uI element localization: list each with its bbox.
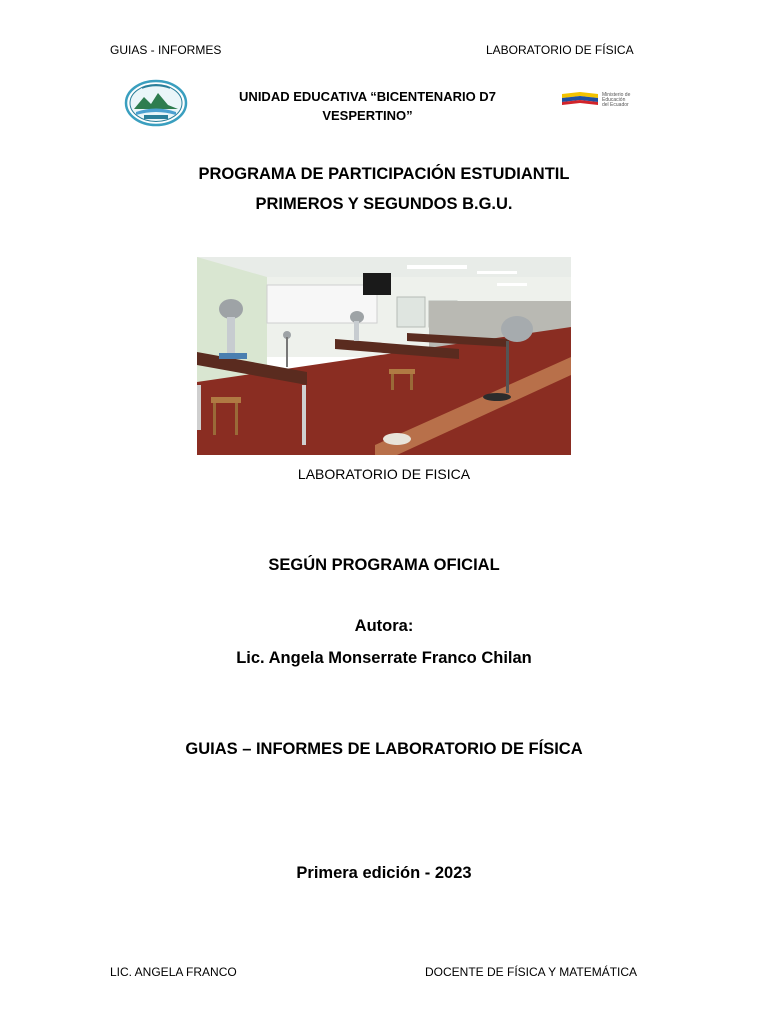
header-right: LABORATORIO DE FÍSICA <box>486 43 634 57</box>
ministry-logo-line-2: Educación <box>602 97 626 103</box>
header-left: GUIAS - INFORMES <box>110 43 222 57</box>
institution-line-2: VESPERTINO” <box>322 108 413 123</box>
author-name: Lic. Angela Monserrate Franco Chilan <box>236 649 532 667</box>
program-title: PROGRAMA DE PARTICIPACIÓN ESTUDIANTIL <box>198 165 570 183</box>
author-label: Autora: <box>354 617 414 635</box>
institution-name <box>210 87 525 125</box>
ministry-logo-line-3: del Ecuador <box>602 102 629 108</box>
institution-line-1: UNIDAD EDUCATIVA “BICENTENARIO D7 <box>239 89 496 104</box>
footer-right: DOCENTE DE FÍSICA Y MATEMÁTICA <box>425 965 638 979</box>
photo-caption: LABORATORIO DE FISICA <box>297 466 471 482</box>
school-logo-icon <box>124 79 188 127</box>
guides-title: GUIAS – INFORMES DE LABORATORIO DE FÍSICA <box>185 740 583 758</box>
ministry-logo-line-1: Ministerio de <box>602 92 631 98</box>
footer-left: LIC. ANGELA FRANCO <box>110 965 237 979</box>
edition-label: Primera edición - 2023 <box>296 864 472 882</box>
program-subtitle: PRIMEROS Y SEGUNDOS B.G.U. <box>255 195 513 213</box>
ministry-logo-icon <box>560 86 646 110</box>
lab-photo <box>197 257 571 455</box>
official-program-label: SEGÚN PROGRAMA OFICIAL <box>268 556 500 574</box>
